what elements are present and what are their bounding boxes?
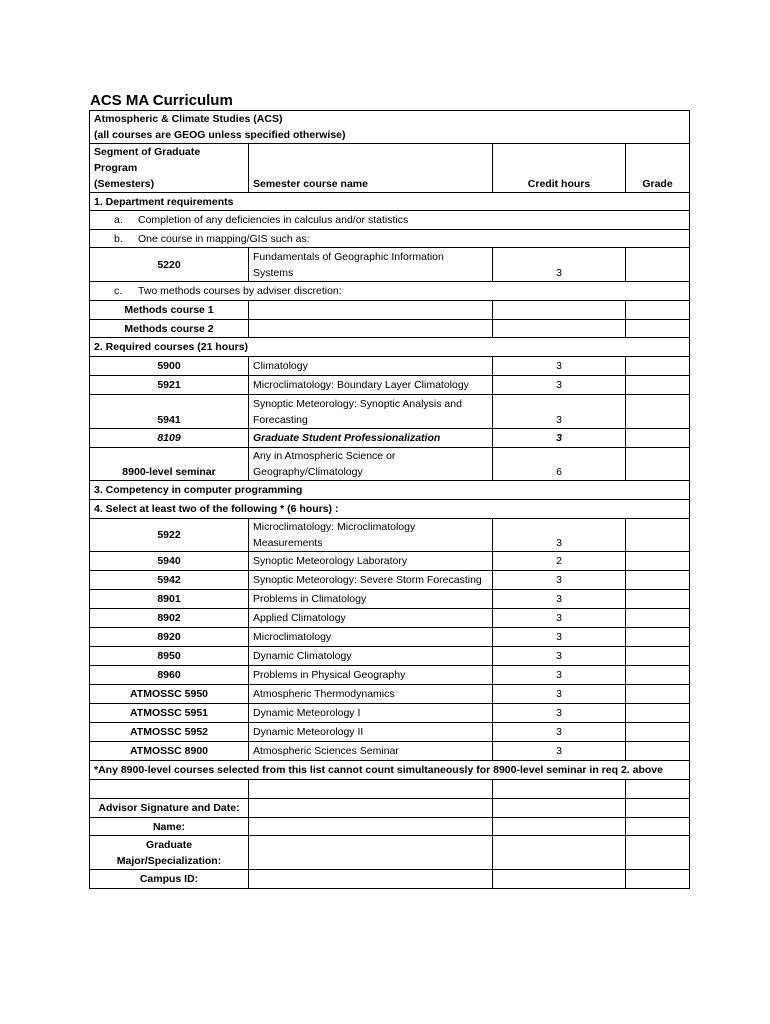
- credit-hours: 6: [493, 448, 626, 481]
- credit-hours: 3: [493, 609, 626, 628]
- course-name-field[interactable]: [249, 320, 493, 338]
- grade-cell[interactable]: [626, 301, 690, 320]
- section-4-title: 4. Select at least two of the following * (6 hours) :: [90, 500, 690, 519]
- blank-cell[interactable]: [493, 836, 626, 870]
- grade-cell[interactable]: [626, 685, 690, 704]
- course-number: 5941: [90, 395, 249, 429]
- credit-hours: 3: [493, 666, 626, 685]
- grade-cell[interactable]: [626, 429, 690, 448]
- course-number: 5940: [90, 552, 249, 571]
- course-name: Synoptic Meteorology: Synoptic Analysis and Forecasting: [249, 395, 493, 429]
- course-name: Dynamic Meteorology II: [249, 723, 493, 742]
- course-number: 8960: [90, 666, 249, 685]
- course-number: 8920: [90, 628, 249, 647]
- grade-cell[interactable]: [626, 723, 690, 742]
- table-row: [90, 780, 690, 799]
- course-name: Atmospheric Thermodynamics: [249, 685, 493, 704]
- course-name: Climatology: [249, 357, 493, 376]
- grade-cell[interactable]: [626, 628, 690, 647]
- credit-hours: 3: [493, 519, 626, 552]
- table-row: [90, 647, 690, 666]
- course-name: Applied Climatology: [249, 609, 493, 628]
- course-name: Microclimatology: Microclimatology Measurements: [249, 519, 493, 552]
- course-number: 8902: [90, 609, 249, 628]
- blank-cell[interactable]: [493, 780, 626, 799]
- credit-hours: 3: [493, 248, 626, 282]
- credit-hours-field[interactable]: [493, 301, 626, 320]
- requirement-b: b. One course in mapping/GIS such as:: [90, 230, 690, 248]
- blank-cell[interactable]: [626, 818, 690, 836]
- campus-id-field[interactable]: [249, 870, 493, 889]
- table-row: [90, 609, 690, 628]
- grade-cell[interactable]: [626, 448, 690, 481]
- grade-cell[interactable]: [626, 357, 690, 376]
- table-row: [90, 666, 690, 685]
- course-name: Dynamic Climatology: [249, 647, 493, 666]
- column-header-credits: Credit hours: [493, 144, 626, 193]
- table-row: [90, 357, 690, 376]
- table-row: [90, 723, 690, 742]
- table-row: [90, 448, 690, 481]
- course-number: ATMOSSC 5952: [90, 723, 249, 742]
- advisor-signature-label: Advisor Signature and Date:: [90, 799, 249, 818]
- grade-cell[interactable]: [626, 666, 690, 685]
- course-name: Microclimatology: [249, 628, 493, 647]
- grade-cell[interactable]: [626, 571, 690, 590]
- methods-course-2: Methods course 2: [90, 320, 249, 338]
- requirement-c: c. Two methods courses by adviser discretion:: [90, 282, 690, 301]
- grade-cell[interactable]: [626, 647, 690, 666]
- course-name: Any in Atmospheric Science or Geography/Climatology: [249, 448, 493, 481]
- grade-cell[interactable]: [626, 395, 690, 429]
- table-row: [90, 320, 690, 338]
- credit-hours: 3: [493, 395, 626, 429]
- blank-cell[interactable]: [626, 870, 690, 889]
- course-number: 8109: [90, 429, 249, 448]
- credit-hours: 3: [493, 376, 626, 395]
- credit-hours: 3: [493, 571, 626, 590]
- grade-cell[interactable]: [626, 552, 690, 571]
- page-title: ACS MA Curriculum: [90, 92, 233, 109]
- grade-cell[interactable]: [626, 704, 690, 723]
- course-name-field[interactable]: [249, 301, 493, 320]
- grade-cell[interactable]: [626, 376, 690, 395]
- table-row: [90, 519, 690, 552]
- curriculum-table: [89, 110, 690, 889]
- table-row: [90, 395, 690, 429]
- column-header-segment: Segment of Graduate Program (Semesters): [90, 144, 249, 193]
- name-label: Name:: [90, 818, 249, 836]
- campus-id-label: Campus ID:: [90, 870, 249, 889]
- course-name: Microclimatology: Boundary Layer Climatology: [249, 376, 493, 395]
- table-row: [90, 571, 690, 590]
- blank-cell[interactable]: [493, 799, 626, 818]
- grade-cell[interactable]: [626, 609, 690, 628]
- table-row: [90, 742, 690, 761]
- course-name: Fundamentals of Geographic Information Systems: [249, 248, 493, 282]
- grade-cell[interactable]: [626, 248, 690, 282]
- course-name: Synoptic Meteorology: Severe Storm Forecasting: [249, 571, 493, 590]
- credit-hours: 3: [493, 647, 626, 666]
- major-label: Graduate Major/Specialization:: [90, 836, 249, 870]
- course-number: 8901: [90, 590, 249, 609]
- course-name: Atmospheric Sciences Seminar: [249, 742, 493, 761]
- blank-cell[interactable]: [493, 818, 626, 836]
- program-name: Atmospheric & Climate Studies (ACS): [94, 113, 283, 125]
- methods-course-1: Methods course 1: [90, 301, 249, 320]
- course-number: ATMOSSC 5951: [90, 704, 249, 723]
- table-row: [90, 799, 690, 818]
- course-number: 5922: [90, 519, 249, 552]
- course-number: 8900-level seminar: [90, 448, 249, 481]
- table-row: [90, 248, 690, 282]
- program-header: [90, 111, 690, 144]
- blank-cell[interactable]: [90, 780, 249, 799]
- course-number: 5220: [90, 248, 249, 282]
- grade-cell[interactable]: [626, 519, 690, 552]
- course-number: ATMOSSC 5950: [90, 685, 249, 704]
- course-name: Graduate Student Professionalization: [249, 429, 493, 448]
- requirement-a: a. Completion of any deficiencies in calculus and/or statistics: [90, 211, 690, 230]
- credit-hours: 3: [493, 704, 626, 723]
- course-name: Problems in Climatology: [249, 590, 493, 609]
- course-number: 8950: [90, 647, 249, 666]
- column-header-grade: Grade: [626, 144, 690, 193]
- credit-hours: 3: [493, 742, 626, 761]
- credit-hours: 3: [493, 429, 626, 448]
- course-name: Synoptic Meteorology Laboratory: [249, 552, 493, 571]
- grade-cell[interactable]: [626, 320, 690, 338]
- course-number: 5921: [90, 376, 249, 395]
- blank-cell[interactable]: [493, 870, 626, 889]
- credit-hours: 3: [493, 723, 626, 742]
- credit-hours-field[interactable]: [493, 320, 626, 338]
- credit-hours: 2: [493, 552, 626, 571]
- table-row: [90, 685, 690, 704]
- blank-cell[interactable]: [626, 799, 690, 818]
- table-row: [90, 301, 690, 320]
- section-2-title: 2. Required courses (21 hours): [90, 338, 690, 357]
- credit-hours: 3: [493, 628, 626, 647]
- grade-cell[interactable]: [626, 742, 690, 761]
- footnote: *Any 8900-level courses selected from this list cannot count simultaneously for 8900-level seminar in req 2. above: [90, 761, 690, 780]
- table-row: [90, 376, 690, 395]
- table-row: [90, 552, 690, 571]
- table-row: [90, 870, 690, 889]
- course-number: 5900: [90, 357, 249, 376]
- credit-hours: 3: [493, 685, 626, 704]
- table-row: [90, 818, 690, 836]
- blank-cell[interactable]: [626, 836, 690, 870]
- program-note: (all courses are GEOG unless specified otherwise): [94, 129, 346, 141]
- table-row: [90, 836, 690, 870]
- section-1-title: 1. Department requirements: [90, 193, 690, 211]
- table-row: [90, 429, 690, 448]
- table-row: [90, 628, 690, 647]
- advisor-signature-field[interactable]: [249, 799, 493, 818]
- table-row: [90, 590, 690, 609]
- blank-cell[interactable]: [626, 780, 690, 799]
- name-field[interactable]: [249, 818, 493, 836]
- section-3-title: 3. Competency in computer programming: [90, 481, 690, 500]
- course-number: ATMOSSC 8900: [90, 742, 249, 761]
- column-header-course: Semester course name: [249, 144, 493, 193]
- credit-hours: 3: [493, 590, 626, 609]
- table-row: [90, 704, 690, 723]
- course-name: Dynamic Meteorology I: [249, 704, 493, 723]
- major-field[interactable]: [249, 836, 493, 870]
- grade-cell[interactable]: [626, 590, 690, 609]
- course-number: 5942: [90, 571, 249, 590]
- blank-cell[interactable]: [249, 780, 493, 799]
- course-name: Problems in Physical Geography: [249, 666, 493, 685]
- credit-hours: 3: [493, 357, 626, 376]
